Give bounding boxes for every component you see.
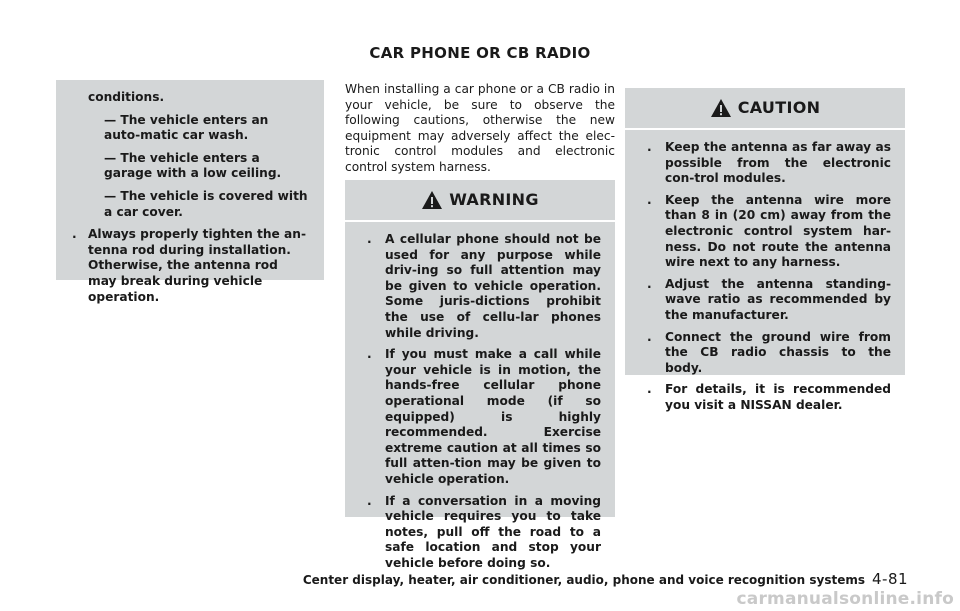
bullet-mark: . xyxy=(367,232,372,246)
intro-column xyxy=(345,80,615,176)
caution-item: . Keep the antenna wire more than 8 in (20 cm) away from the electronic control system har-ness. Do not route the antenna wire next to any harness. xyxy=(647,192,891,270)
caution-header xyxy=(625,88,905,130)
caution-box xyxy=(625,88,905,412)
caution-item: . Adjust the antenna standing-wave ratio as recommended by the manufacturer. xyxy=(647,276,891,322)
warning-triangle-icon xyxy=(421,190,443,210)
bullet-mark: . xyxy=(647,382,652,397)
warning-title: WARNING xyxy=(449,190,539,210)
caution-title: CAUTION xyxy=(737,98,821,118)
continuation-text: conditions. xyxy=(88,90,165,104)
bullet-mark: . xyxy=(647,192,652,207)
warning-header xyxy=(345,180,615,222)
intro-paragraph: When installing a car phone or a CB radio in your vehicle, be sure to observe the following cautions, otherwise the new equipment may adversely affect the elec-tronic control modules and electronic control system harness. xyxy=(345,82,615,174)
dash-item: — The vehicle enters a garage with a low ceiling. xyxy=(104,150,282,181)
warning-item: . If you must make a call while your vehicle is in motion, the hands-free cellular phone operational mode (if so equipped) is highly recommended. Exercise extreme caution at all times so full atten-tion may be given to vehicle operation. xyxy=(367,347,601,486)
caution-triangle-icon xyxy=(710,98,732,118)
chapter-title: Center display, heater, air conditioner, audio, phone and voice recognition systems xyxy=(302,573,865,587)
caution-item: . For details, it is recommended you visit a NISSAN dealer. xyxy=(647,382,891,412)
bullet-mark: . xyxy=(647,140,652,154)
watermark: carmanualsonline.info xyxy=(736,589,954,609)
caution-item: . Connect the ground wire from the CB radio chassis to the body. xyxy=(647,329,891,375)
continuation-box xyxy=(56,80,324,304)
section-title: CAR PHONE OR CB RADIO xyxy=(369,44,591,62)
bullet-mark: . xyxy=(647,329,652,344)
bullet-mark: . xyxy=(367,493,372,508)
dash-item: — The vehicle is covered with a car cover. xyxy=(104,188,308,219)
dash-item: — The vehicle enters an auto-matic car wash. xyxy=(104,112,269,143)
bullet-mark: . xyxy=(647,276,652,291)
caution-item: . Keep the antenna as far away as possible from the electronic con-trol modules. xyxy=(647,140,891,186)
warning-item: . If a conversation in a moving vehicle requires you to take notes, pull off the road to a safe location and stop your vehicle before doing so. xyxy=(367,493,601,570)
warning-box xyxy=(345,180,615,570)
page-number: 4-81 xyxy=(872,570,909,588)
bullet-item: . Always properly tighten the an-tenna rod during installation. Otherwise, the antenna rod may break during vehicle operation. xyxy=(72,227,307,304)
warning-item: . A cellular phone should not be used for any purpose while driv-ing so full attention may be given to vehicle operation. Some juris-dictions prohibit the use of cellu-lar phones while driving. xyxy=(367,232,601,340)
bullet-mark: . xyxy=(367,347,372,362)
bullet-mark: . xyxy=(72,227,77,242)
